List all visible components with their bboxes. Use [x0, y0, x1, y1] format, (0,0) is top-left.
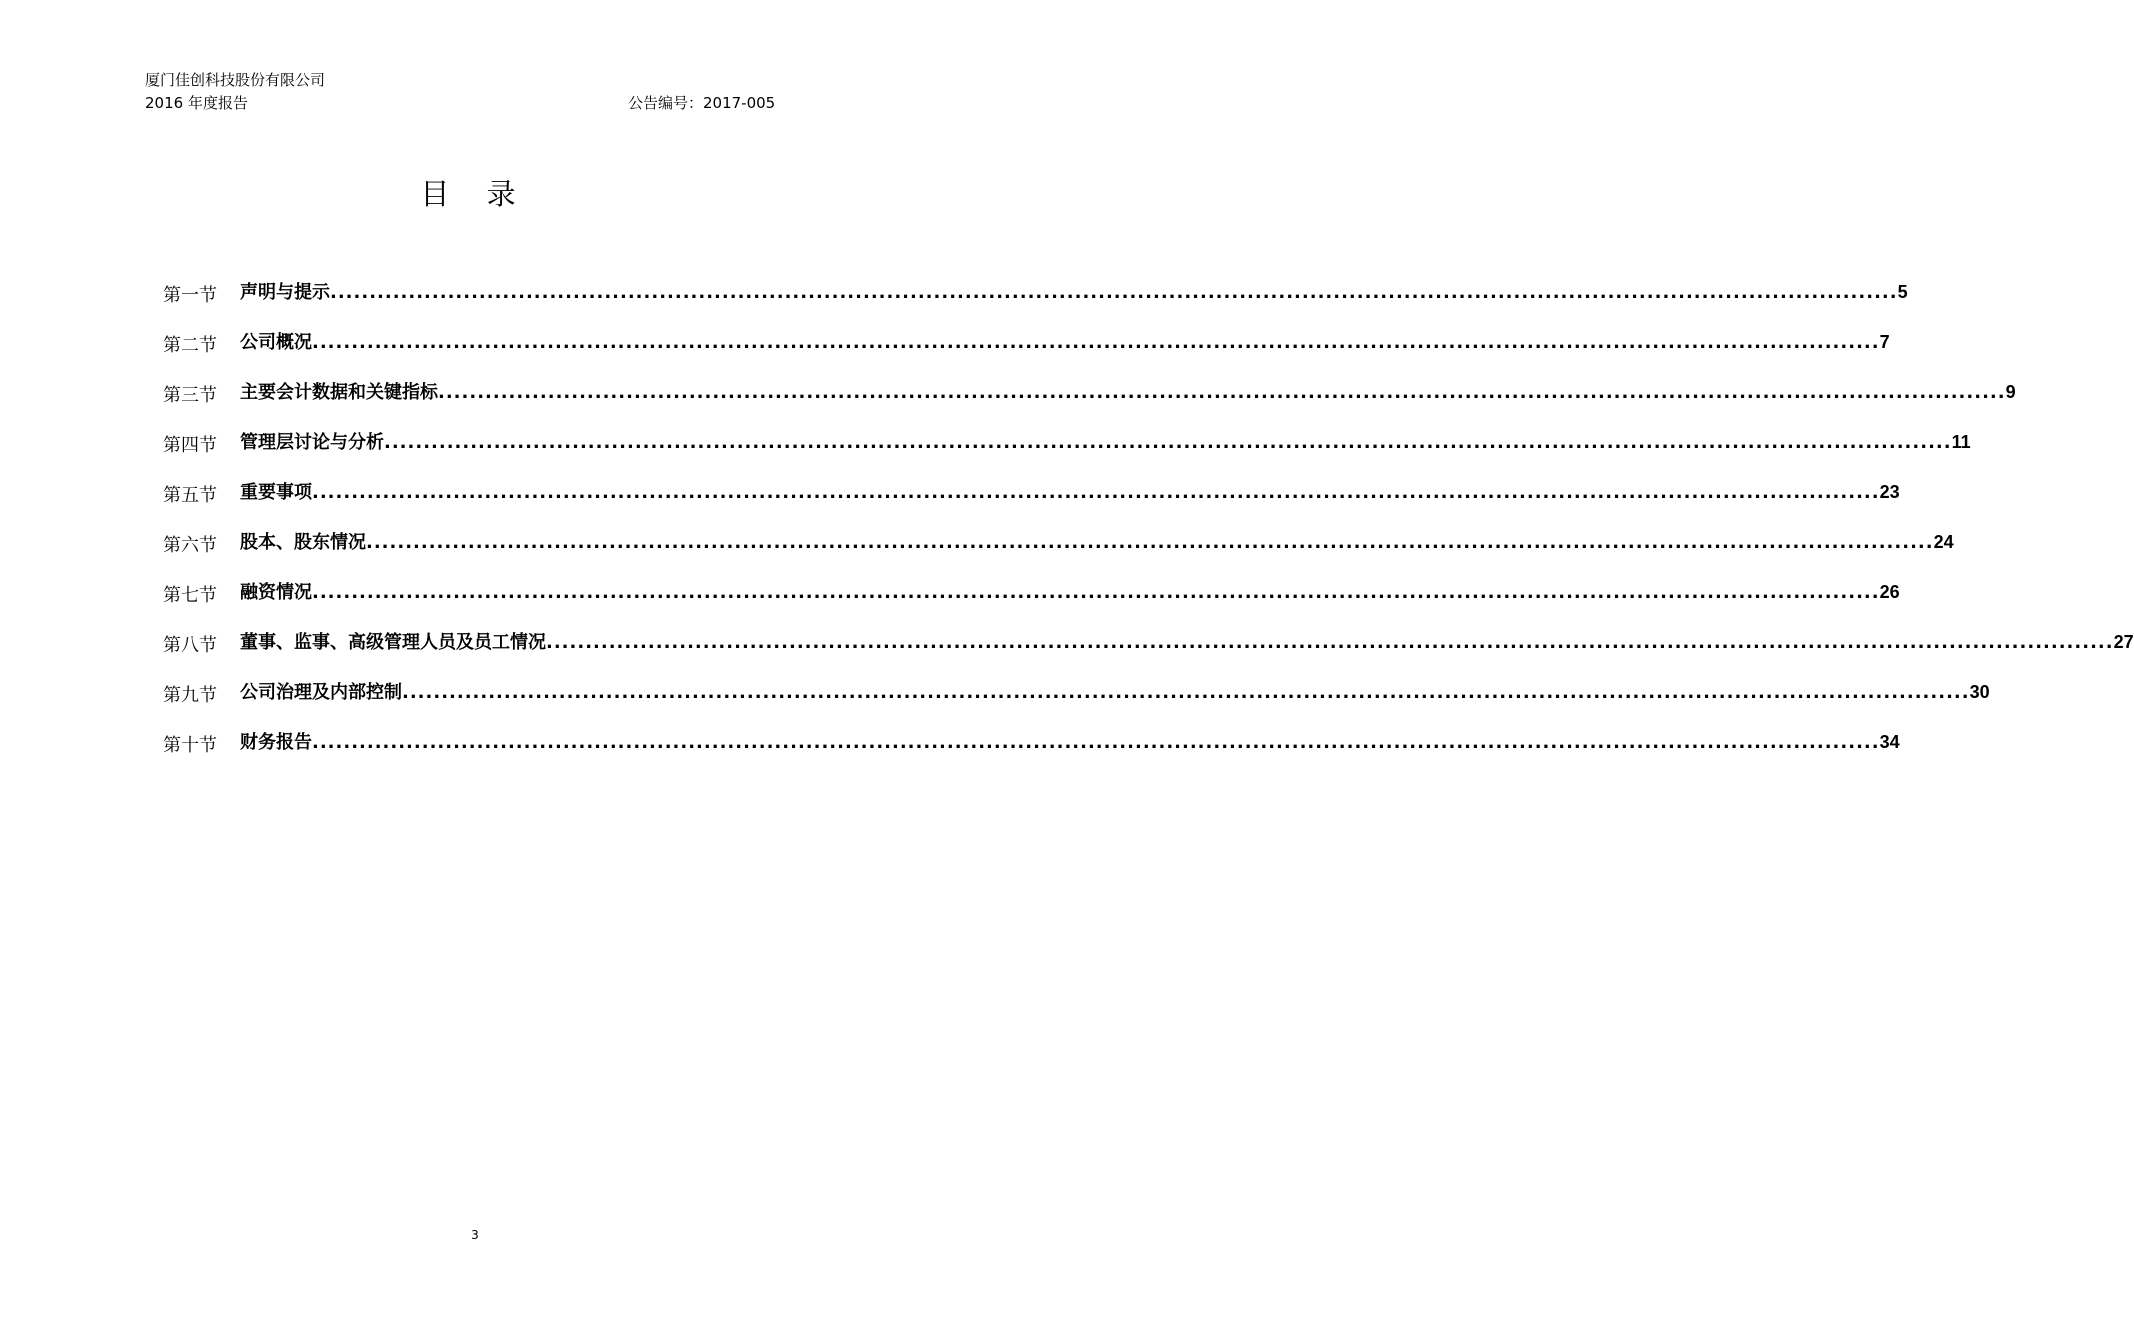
toc-dot-leader: ........................................................................................................................................................................................................: [438, 382, 2006, 403]
header-company-name: 厦门佳创科技股份有限公司: [145, 71, 326, 89]
toc-entry-title: 融资情况: [240, 582, 312, 603]
toc-entry-title: 管理层讨论与分析: [240, 432, 384, 453]
toc-section-number: 第九节: [163, 685, 217, 706]
toc-entry-title: 公司治理及内部控制: [240, 682, 402, 703]
header-report-title: 2016 年度报告: [145, 94, 248, 112]
toc-dot-leader: ........................................................................................................................................................................................................: [366, 532, 1934, 553]
toc-section-number: 第一节: [163, 285, 217, 306]
page-number: 3: [471, 1228, 479, 1242]
toc-dot-leader: ........................................................................................................................................................................................................: [312, 582, 1880, 603]
toc-entry-title: 重要事项: [240, 482, 312, 503]
toc-page-number: 11: [1951, 432, 1971, 452]
toc-dot-leader: ........................................................................................................................................................................................................: [312, 732, 1880, 753]
toc-section-number: 第二节: [163, 335, 217, 356]
toc-dot-leader: ........................................................................................................................................................................................................: [312, 482, 1880, 503]
toc-section-number: 第七节: [163, 585, 217, 606]
toc-page-number: 7: [1879, 332, 1890, 352]
toc-entry-title: 财务报告: [240, 732, 312, 753]
toc-section-number: 第八节: [163, 635, 217, 656]
toc-page-number: 34: [1879, 732, 1900, 752]
toc-page-number: 5: [1897, 282, 1908, 302]
toc-page-number: 23: [1879, 482, 1900, 502]
toc-page-number: 24: [1933, 532, 1954, 552]
toc-section-number: 第六节: [163, 535, 217, 556]
toc-entry-title: 主要会计数据和关键指标: [240, 382, 438, 403]
toc-dot-leader: ........................................................................................................................................................................................................: [312, 332, 1880, 353]
toc-entry-title: 公司概况: [240, 332, 312, 353]
toc-section-number: 第五节: [163, 485, 217, 506]
toc-section-number: 第四节: [163, 435, 217, 456]
toc-dot-leader: ........................................................................................................................................................................................................: [546, 632, 2114, 653]
toc-section-number: 第三节: [163, 385, 217, 406]
toc-page-number: 9: [2005, 382, 2016, 402]
toc-entry-title: 董事、监事、高级管理人员及员工情况: [240, 632, 546, 653]
toc-page-number: 27: [2113, 632, 2134, 652]
toc-dot-leader: ........................................................................................................................................................................................................: [384, 432, 1952, 453]
toc-page-number: 30: [1969, 682, 1990, 702]
toc-dot-leader: ........................................................................................................................................................................................................: [330, 282, 1898, 303]
toc-page-number: 26: [1879, 582, 1900, 602]
toc-title: 目 录: [420, 177, 530, 211]
header-notice-number: 公告编号：2017-005: [628, 94, 776, 112]
toc-entry-title: 股本、股东情况: [240, 532, 366, 553]
toc-dot-leader: ........................................................................................................................................................................................................: [402, 682, 1970, 703]
toc-section-number: 第十节: [163, 735, 217, 756]
toc-entry-title: 声明与提示: [240, 282, 330, 303]
